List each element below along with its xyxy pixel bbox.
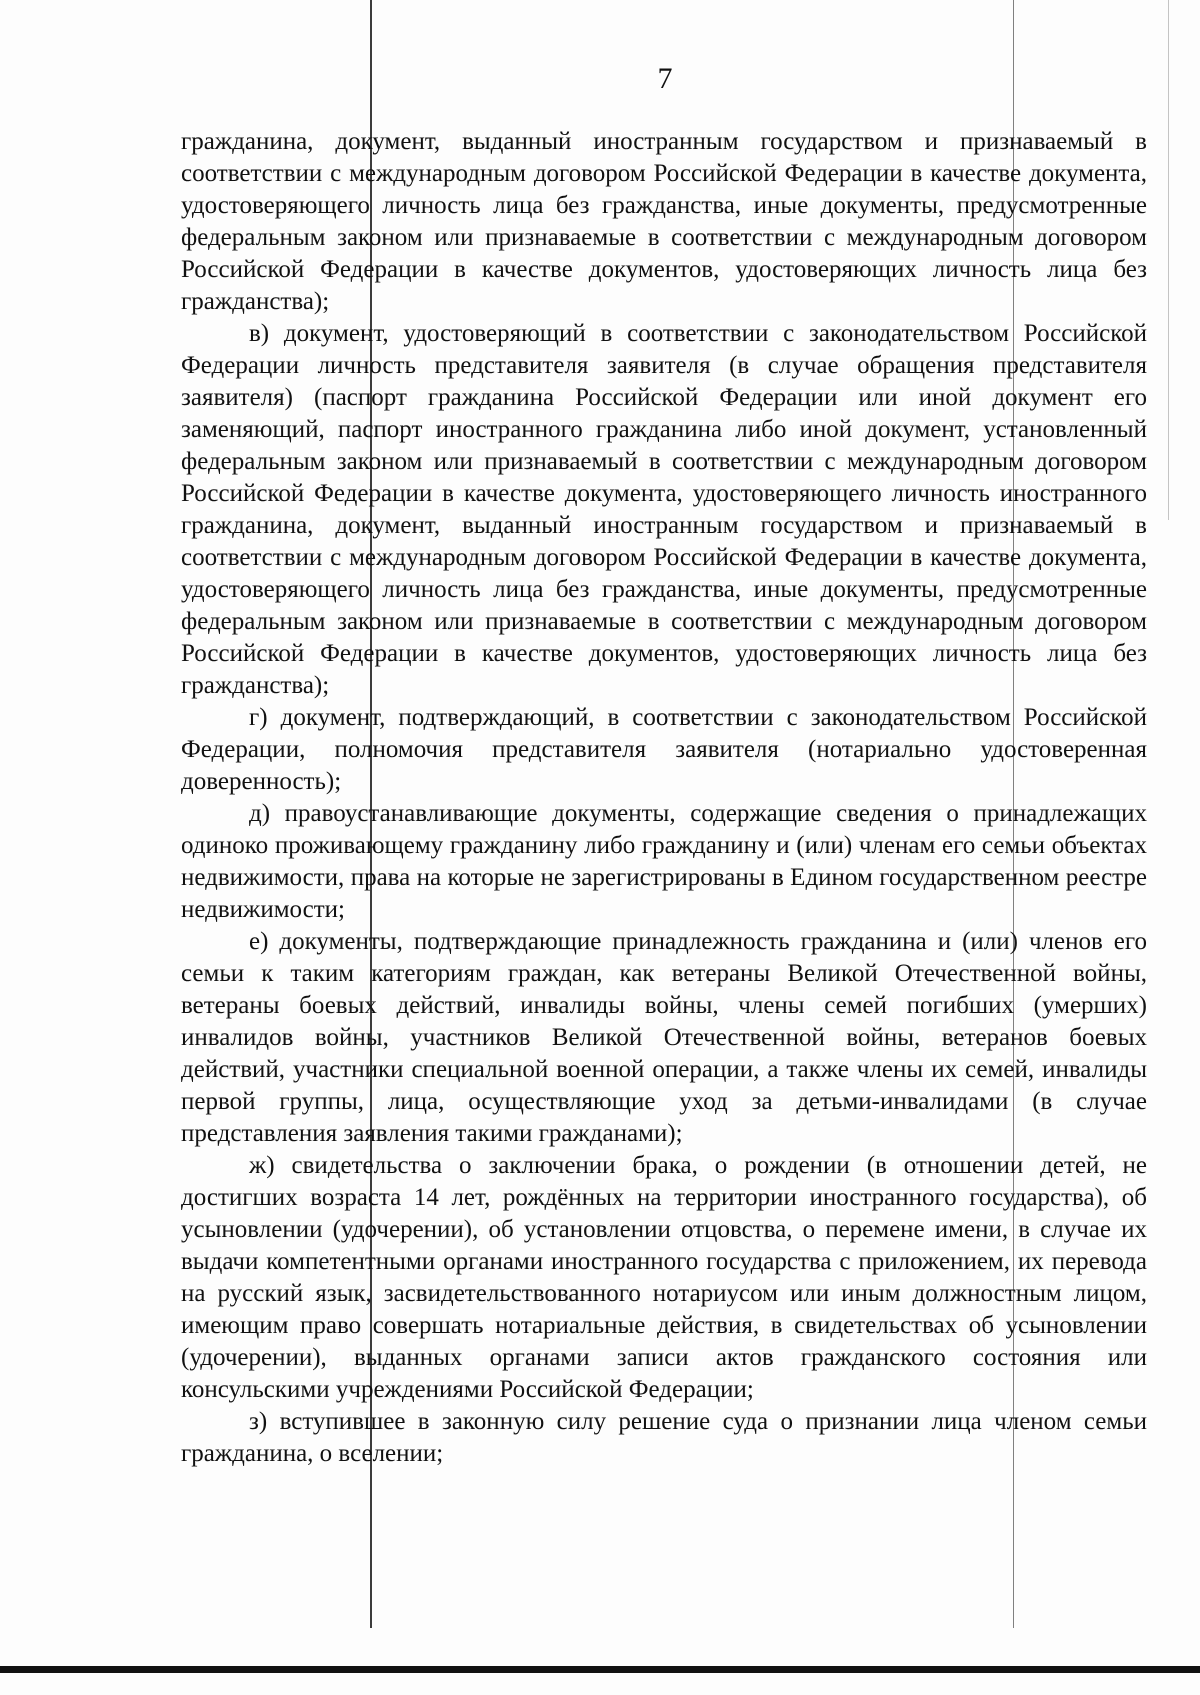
paragraph-continuation: гражданина, документ, выданный иностранным государством и признаваемый в соответствии с международным договором Российской Федерации в качестве документа, удостоверяющего личность лица без гражданства, иные документы, предусмотренные федеральным законом или признаваемые в соответствии с международным договором Российской Федерации в качестве документов, удостоверяющих личность лица без гражданства); <box>181 128 1147 315</box>
document-body <box>181 126 1147 1470</box>
paragraph-item-d: д) правоустанавливающие документы, содержащие сведения о принадлежащих одиноко проживающему гражданину либо гражданину и (или) членам его семьи объектах недвижимости, права на которые не зарегистрированы в Едином государственном реестре недвижимости; <box>181 800 1147 923</box>
page-number: 7 <box>657 62 673 95</box>
paragraph-item-z: з) вступившее в законную силу решение суда о признании лица членом семьи гражданина, о вселении; <box>181 1408 1147 1467</box>
bottom-border-line <box>0 1666 1200 1673</box>
paragraph-item-e: е) документы, подтверждающие принадлежность гражданина и (или) членов его семьи к таким категориям граждан, как ветераны Великой Отечественной войны, ветераны боевых действий, инвалиды войны, члены семей погибших (умерших) инвалидов войны, участников Великой Отечественной войны, ветеранов боевых действий, участники специальной военной операции, а также члены их семей, инвалиды первой группы, лица, осуществляющие уход за детьми-инвалидами (в случае представления заявления такими гражданами); <box>181 928 1147 1147</box>
paragraph-item-g: г) документ, подтверждающий, в соответствии с законодательством Российской Федерации, полномочия представителя заявителя (нотариально удостоверенная доверенность); <box>181 704 1147 795</box>
paragraph-item-v: в) документ, удостоверяющий в соответствии с законодательством Российской Федерации личность представителя заявителя (в случае обращения представителя заявителя) (паспорт гражданина Российской Федерации или иной документ его заменяющий, паспорт иностранного гражданина либо иной документ, установленный федеральным законом или признаваемый в соответствии с международным договором Российской Федерации в качестве документа, удостоверяющего личность иностранного гражданина, документ, выданный иностранным государством и признаваемый в соответствии с международным договором Российской Федерации в качестве документа, удостоверяющего личность лица без гражданства, иные документы, предусмотренные федеральным законом или признаваемые в соответствии с международным договором Российской Федерации в качестве документов, удостоверяющих личность лица без гражданства); <box>181 320 1147 699</box>
paragraph-item-zh: ж) свидетельства о заключении брака, о рождении (в отношении детей, не достигших возраста 14 лет, рождённых на территории иностранного государства), об усыновлении (удочерении), об установлении отцовства, о перемене имени, в случае их выдачи компетентными органами иностранного государства с приложением, их перевода на русский язык, засвидетельствованного нотариусом или иным должностным лицом, имеющим право совершать нотариальные действия, в свидетельствах об усыновлении (удочерении), выданных органами записи актов гражданского состояния или консульскими учреждениями Российской Федерации; <box>181 1152 1147 1403</box>
